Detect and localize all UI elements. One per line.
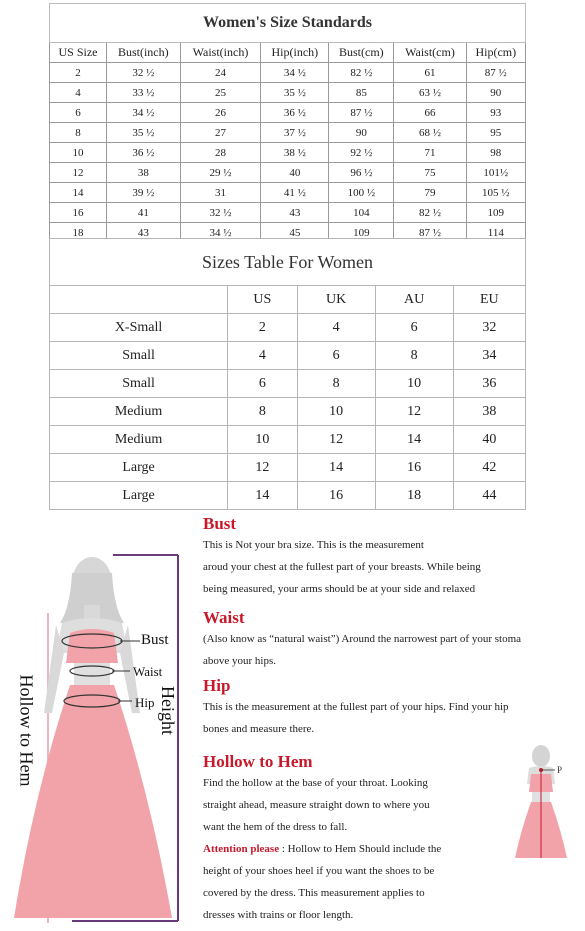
size-standards-table [49,3,526,243]
table-cell: 2 [228,314,297,342]
table-cell: 44 [453,482,525,510]
size-standards-header-row [50,43,526,63]
table-row [50,203,526,223]
hip-label: Hip [135,695,155,710]
table-cell: 27 [180,123,261,143]
hollow-to-hem-label: Hollow to Hem [16,674,37,787]
waist-line: above your hips. [203,655,277,667]
table-cell: 4 [50,83,107,103]
table-cell: 6 [228,370,297,398]
table-cell: 8 [297,370,375,398]
table-cell: 26 [180,103,261,123]
attention-line [203,838,441,860]
column-header: Waist(inch) [180,43,261,63]
table-cell: 109 [466,203,525,223]
bust-section [203,514,481,600]
table-row [50,398,526,426]
table-cell: 33 ½ [107,83,181,103]
sizes-table-title: Sizes Table For Women [50,239,526,286]
table-cell: 92 ½ [329,143,394,163]
column-header: AU [375,286,453,314]
table-cell: 90 [466,83,525,103]
table-cell: 34 ½ [107,103,181,123]
table-cell: 12 [297,426,375,454]
table-row [50,342,526,370]
table-row [50,454,526,482]
hip-title: Hip [203,676,231,695]
table-cell: 41 ½ [261,183,329,203]
table-cell: 101½ [466,163,525,183]
table-cell: 18 [375,482,453,510]
table-cell: 8 [50,123,107,143]
table-cell: 36 [453,370,525,398]
table-cell: 43 [261,203,329,223]
table-cell: 61 [394,63,466,83]
column-header: US Size [50,43,107,63]
hollow-title: Hollow to Hem [203,752,313,771]
table-cell: 35 ½ [261,83,329,103]
table-cell: Large [50,454,228,482]
sizes-header-row [50,286,526,314]
table-cell: 36 ½ [261,103,329,123]
table-row [50,370,526,398]
table-cell: 96 ½ [329,163,394,183]
table-row [50,183,526,203]
table-cell: 34 ½ [180,223,261,243]
waist-label: Waist [133,664,163,679]
table-cell: 4 [228,342,297,370]
table-cell: 10 [297,398,375,426]
hip-line: This is the measurement at the fullest part of your hips. Find your hip [203,701,509,713]
table-cell: 109 [329,223,394,243]
hollow-section [203,752,441,926]
table-cell: 87 ½ [329,103,394,123]
table-cell: Small [50,370,228,398]
hip-section [203,676,509,740]
table-cell: 12 [228,454,297,482]
column-header: Bust(inch) [107,43,181,63]
table-cell: 40 [453,426,525,454]
hip-line: bones and measure there. [203,723,315,735]
table-cell: X-Small [50,314,228,342]
table-cell: 4 [297,314,375,342]
table-cell: 35 ½ [107,123,181,143]
hollow-line: Find the hollow at the base of your throat. Looking [203,777,428,789]
table-cell: 39 ½ [107,183,181,203]
table-cell: 14 [375,426,453,454]
table-cell: 10 [375,370,453,398]
table-cell: 34 ½ [261,63,329,83]
waist-section [203,608,521,672]
table-cell: 8 [375,342,453,370]
table-cell: 6 [50,103,107,123]
table-cell: 87 ½ [394,223,466,243]
table-cell: 32 ½ [107,63,181,83]
table-cell: 40 [261,163,329,183]
attention-line: height of your shoes heel if you want the shoes to be [203,865,435,877]
table-cell: 68 ½ [394,123,466,143]
table-cell: 16 [297,482,375,510]
table-cell: 14 [228,482,297,510]
table-cell: Large [50,482,228,510]
table-cell: 10 [228,426,297,454]
table-cell: 16 [50,203,107,223]
table-row [50,482,526,510]
column-header: EU [453,286,525,314]
table-row [50,163,526,183]
table-row [50,83,526,103]
table-cell: 34 [453,342,525,370]
waist-line: (Also know as “natural waist”) Around the narrowest part of your stoma [203,633,522,645]
table-cell: 82 ½ [394,203,466,223]
table-cell: 37 ½ [261,123,329,143]
attention-line: covered by the dress. This measurement applies to [203,887,425,899]
column-header [50,286,228,314]
hollow-to-hem-figure [505,740,585,860]
table-cell: Medium [50,398,228,426]
table-cell: 16 [375,454,453,482]
table-row [50,63,526,83]
table-cell: 14 [297,454,375,482]
table-cell: 14 [50,183,107,203]
bust-line: This is Not your bra size. This is the measurement [203,539,424,551]
table-row [50,314,526,342]
table-cell: 79 [394,183,466,203]
size-standards-title: Women's Size Standards [50,4,526,43]
column-header: Hip(inch) [261,43,329,63]
table-row [50,426,526,454]
bust-label: Bust [141,632,169,648]
svg-text:P: P [557,765,563,775]
table-cell: 10 [50,143,107,163]
table-cell: 42 [453,454,525,482]
table-cell: 29 ½ [180,163,261,183]
waist-title: Waist [203,608,245,627]
attention-line: dresses with trains or floor length. [203,909,354,921]
height-label: Height [158,686,178,735]
table-row [50,143,526,163]
table-cell: 90 [329,123,394,143]
table-cell: 12 [50,163,107,183]
table-cell: 63 ½ [394,83,466,103]
table-cell: 8 [228,398,297,426]
table-row [50,103,526,123]
attention-label: Attention please [203,843,280,855]
table-cell: 6 [297,342,375,370]
bust-line: being measured, your arms should be at your side and relaxed [203,583,476,595]
table-cell: 114 [466,223,525,243]
table-cell: 36 ½ [107,143,181,163]
table-cell: 100 ½ [329,183,394,203]
table-cell: 38 [107,163,181,183]
column-header: Hip(cm) [466,43,525,63]
table-cell: 43 [107,223,181,243]
table-row [50,123,526,143]
table-cell: 93 [466,103,525,123]
table-cell: 6 [375,314,453,342]
hollow-line: straight ahead, measure straight down to where you [203,799,430,811]
table-cell: 105 ½ [466,183,525,203]
table-cell: 87 ½ [466,63,525,83]
column-header: UK [297,286,375,314]
hollow-line: want the hem of the dress to fall. [203,821,348,833]
table-cell: 28 [180,143,261,163]
table-cell: 12 [375,398,453,426]
table-cell: 25 [180,83,261,103]
table-cell: 45 [261,223,329,243]
table-cell: 32 ½ [180,203,261,223]
table-cell: 95 [466,123,525,143]
bust-title: Bust [203,514,237,533]
table-cell: 75 [394,163,466,183]
table-cell: 82 ½ [329,63,394,83]
table-cell: 41 [107,203,181,223]
table-cell: 85 [329,83,394,103]
sizes-table [49,238,526,510]
table-cell: 2 [50,63,107,83]
table-cell: 18 [50,223,107,243]
column-header: Bust(cm) [329,43,394,63]
table-cell: 24 [180,63,261,83]
table-cell: 71 [394,143,466,163]
bust-line: aroud your chest at the fullest part of your breasts. While being [203,561,481,573]
attention-text: : Hollow to Hem Should include the [281,843,442,855]
column-header: US [228,286,297,314]
table-cell: Small [50,342,228,370]
table-cell: 31 [180,183,261,203]
table-cell: 38 [453,398,525,426]
table-cell: 38 ½ [261,143,329,163]
table-cell: 66 [394,103,466,123]
table-cell: 104 [329,203,394,223]
table-cell: Medium [50,426,228,454]
table-cell: 98 [466,143,525,163]
column-header: Waist(cm) [394,43,466,63]
table-cell: 32 [453,314,525,342]
